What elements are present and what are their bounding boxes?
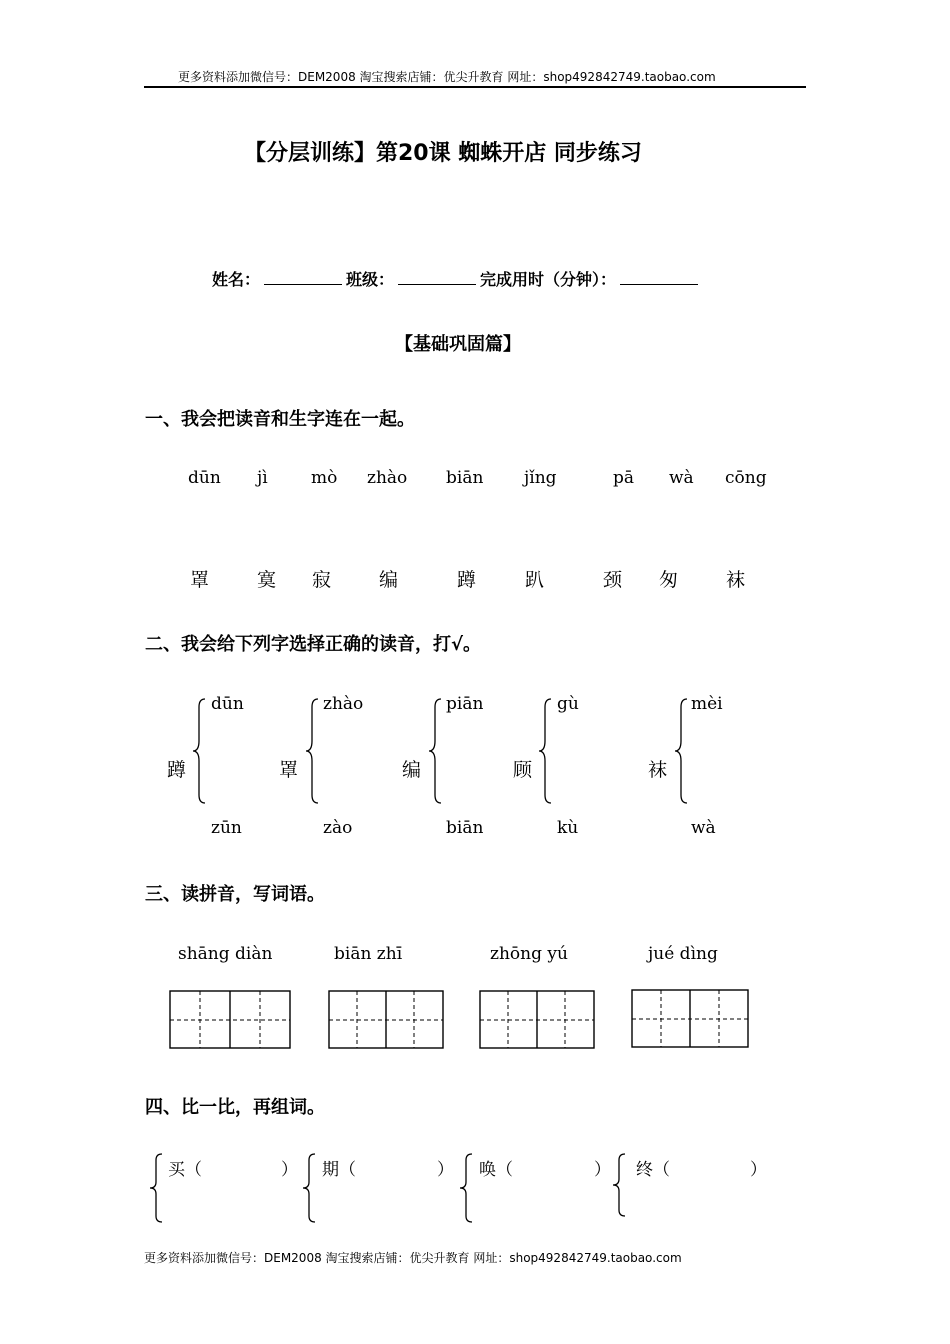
q1-pinyin-4: biān xyxy=(446,468,484,488)
q4-brace-0 xyxy=(148,1152,164,1224)
name-blank[interactable] xyxy=(264,270,342,285)
q4-brace-1 xyxy=(301,1152,317,1224)
q4-close-1: ） xyxy=(437,1160,454,1180)
q1-pinyin-0: dūn xyxy=(188,468,221,488)
q3-writing-grid-1[interactable] xyxy=(328,990,446,1050)
q4-item-1: 期（ xyxy=(322,1160,356,1180)
q1-char-6: 颈 xyxy=(603,569,623,591)
q4-brace-3 xyxy=(611,1152,627,1218)
q3-writing-grid-0[interactable] xyxy=(169,990,293,1050)
q4-item-3: 终（ xyxy=(636,1160,670,1180)
q2-top-1[interactable]: zhào xyxy=(323,694,364,714)
q1-pinyin-6: pā xyxy=(613,468,635,488)
q2-bottom-4[interactable]: wà xyxy=(691,818,716,838)
q4-brace-2 xyxy=(458,1152,474,1224)
q1-char-3: 编 xyxy=(379,569,399,591)
q2-char-0: 蹲 xyxy=(167,759,187,781)
q2-brace-1 xyxy=(304,697,320,805)
q2-top-0[interactable]: dūn xyxy=(211,694,244,714)
q3-writing-grid-3[interactable] xyxy=(631,989,751,1049)
q1-pinyin-8: cōng xyxy=(725,468,767,488)
q1-pinyin-3: zhào xyxy=(367,468,408,488)
q2-bottom-1[interactable]: zào xyxy=(323,818,353,838)
q2-bottom-2[interactable]: biān xyxy=(446,818,484,838)
class-blank[interactable] xyxy=(398,270,476,285)
q1-char-7: 匆 xyxy=(659,569,679,591)
q3-writing-grid-2[interactable] xyxy=(479,990,597,1050)
q2-top-3[interactable]: gù xyxy=(557,694,579,714)
q4-close-2: ） xyxy=(594,1160,611,1180)
q4-close-0: ） xyxy=(281,1160,298,1180)
q2-bottom-0[interactable]: zūn xyxy=(211,818,242,838)
student-info-line xyxy=(212,267,702,290)
time-label: 完成用时（分钟）： xyxy=(480,270,617,289)
q2-char-4: 袜 xyxy=(648,759,668,781)
q3-pinyin-3: jué dìng xyxy=(648,944,718,964)
q1-pinyin-5: jǐng xyxy=(524,468,557,488)
q2-char-2: 编 xyxy=(402,759,422,781)
class-label: 班级： xyxy=(346,270,395,289)
section-title: 【基础巩固篇】 xyxy=(395,334,521,355)
q4-close-3: ） xyxy=(750,1160,767,1180)
q2-top-2[interactable]: piān xyxy=(446,694,484,714)
header-text: 更多资料添加微信号：DEM2008 淘宝搜索店铺：优尖升教育 网址：shop492842749.taobao.com xyxy=(178,70,716,84)
q2-brace-2 xyxy=(427,697,443,805)
page-title: 【分层训练】第20课 蜘蛛开店 同步练习 xyxy=(244,141,642,166)
q3-pinyin-1: biān zhī xyxy=(334,944,403,964)
q1-heading: 一、我会把读音和生字连在一起。 xyxy=(145,409,415,430)
q1-char-0: 罩 xyxy=(190,569,210,591)
q1-pinyin-1: jì xyxy=(257,468,268,488)
footer-text: 更多资料添加微信号：DEM2008 淘宝搜索店铺：优尖升教育 网址：shop492842749.taobao.com xyxy=(144,1251,682,1265)
q2-bottom-3[interactable]: kù xyxy=(557,818,579,838)
q2-brace-3 xyxy=(537,697,553,805)
time-blank[interactable] xyxy=(620,270,698,285)
q2-char-3: 顾 xyxy=(513,759,533,781)
q2-brace-4 xyxy=(673,697,689,805)
q3-heading: 三、读拼音，写词语。 xyxy=(145,884,325,905)
q3-pinyin-2: zhōng yú xyxy=(490,944,568,964)
q2-heading: 二、我会给下列字选择正确的读音，打√。 xyxy=(145,634,482,655)
q2-brace-0 xyxy=(191,697,207,805)
q1-pinyin-2: mò xyxy=(311,468,338,488)
q1-char-8: 袜 xyxy=(726,569,746,591)
q1-char-5: 趴 xyxy=(525,569,545,591)
name-label: 姓名： xyxy=(212,270,261,289)
q2-top-4[interactable]: mèi xyxy=(691,694,723,714)
q4-heading: 四、比一比，再组词。 xyxy=(145,1097,325,1118)
header-divider xyxy=(144,86,806,88)
q4-item-0: 买（ xyxy=(168,1160,202,1180)
q1-char-1: 寞 xyxy=(257,569,277,591)
q1-char-2: 寂 xyxy=(312,569,332,591)
q1-pinyin-7: wà xyxy=(669,468,694,488)
q2-char-1: 罩 xyxy=(279,759,299,781)
q3-pinyin-0: shāng diàn xyxy=(178,944,273,964)
q4-item-2: 唤（ xyxy=(479,1160,513,1180)
q1-char-4: 蹲 xyxy=(457,569,477,591)
